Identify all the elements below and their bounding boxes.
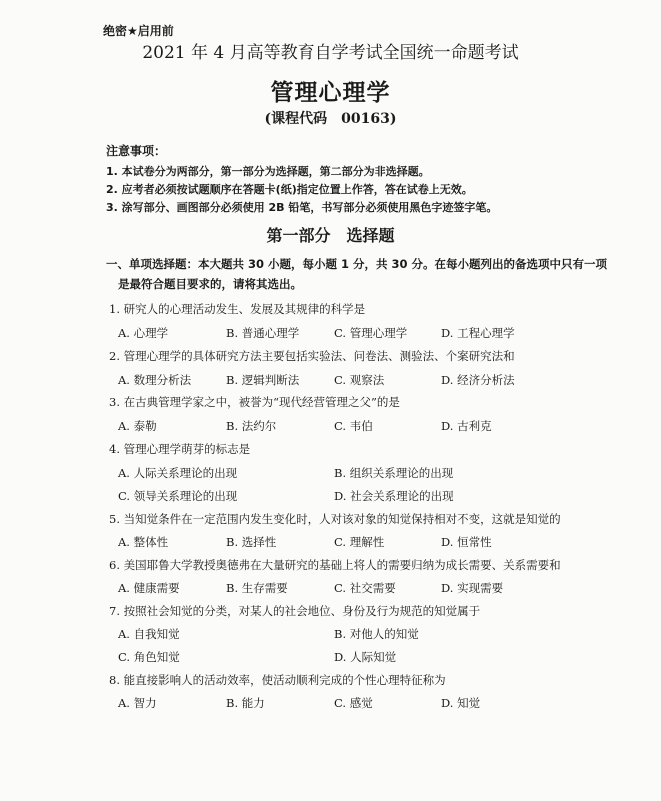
- question-1: 1. 研究人的心理活动发生、发展及其规律的科学是: [109, 302, 366, 316]
- question-7: 7. 按照社会知觉的分类，对某人的社会地位、身份及行为规范的知觉属于: [109, 604, 481, 618]
- question-8: 8. 能直接影响人的活动效率，使活动顺利完成的个性心理特征称为: [109, 673, 446, 687]
- option: B. 组织关系理论的出现: [334, 466, 454, 480]
- option: A. 整体性: [118, 535, 169, 549]
- option: D. 实现需要: [441, 581, 504, 595]
- option: A. 心理学: [118, 326, 169, 340]
- option: D. 人际知觉: [334, 650, 397, 664]
- option: A. 智力: [118, 696, 157, 710]
- option: B. 能力: [226, 696, 265, 710]
- option: B. 普通心理学: [226, 326, 300, 340]
- question-3: 3. 在古典管理学家之中，被誉为“现代经营管理之父”的是: [109, 395, 400, 409]
- exam-title: 2021 年 4 月高等教育自学考试全国统一命题考试: [142, 43, 519, 63]
- course-code: (课程代码 00163): [264, 111, 397, 127]
- option: B. 法约尔: [226, 419, 277, 433]
- question-5: 5. 当知觉条件在一定范围内发生变化时，人对该对象的知觉保持相对不变，这就是知觉的: [109, 512, 561, 526]
- question-6: 6. 美国耶鲁大学教授奥德弗在大量研究的基础上将人的需要归纳为成长需要、关系需要和: [109, 558, 561, 572]
- part-title: 第一部分 选择题: [266, 226, 395, 245]
- option: C. 管理心理学: [334, 326, 408, 340]
- course-title: 管理心理学: [270, 80, 391, 106]
- section-instruction-cont: 是最符合题目要求的，请将其选出。: [118, 277, 302, 291]
- option: B. 选择性: [226, 535, 277, 549]
- question-2: 2. 管理心理学的具体研究方法主要包括实验法、问卷法、测验法、个案研究法和: [109, 349, 515, 363]
- option: B. 逻辑判断法: [226, 373, 300, 387]
- option: A. 人际关系理论的出现: [118, 466, 238, 480]
- option: D. 经济分析法: [441, 373, 515, 387]
- option: B. 对他人的知觉: [334, 627, 419, 641]
- option: A. 健康需要: [118, 581, 180, 595]
- note-item: 1. 本试卷分为两部分，第一部分为选择题，第二部分为非选择题。: [106, 165, 430, 178]
- option: A. 数理分析法: [118, 373, 192, 387]
- secret-label: 绝密★启用前: [103, 24, 174, 38]
- option: D. 恒常性: [441, 535, 492, 549]
- note-item: 3. 涂写部分、画图部分必须使用 2B 铅笔，书写部分必须使用黑色字迹签字笔。: [106, 201, 498, 214]
- option: A. 自我知觉: [118, 627, 180, 641]
- question-4: 4. 管理心理学萌芽的标志是: [109, 442, 251, 456]
- option: C. 理解性: [334, 535, 385, 549]
- notes-title: 注意事项：: [106, 144, 167, 158]
- option: D. 古利克: [441, 419, 492, 433]
- option: C. 社交需要: [334, 581, 396, 595]
- option: D. 工程心理学: [441, 326, 515, 340]
- option: C. 观察法: [334, 373, 385, 387]
- option: B. 生存需要: [226, 581, 288, 595]
- option: C. 领导关系理论的出现: [118, 489, 238, 503]
- option: C. 感觉: [334, 696, 373, 710]
- option: C. 角色知觉: [118, 650, 180, 664]
- option: C. 韦伯: [334, 419, 373, 433]
- option: D. 社会关系理论的出现: [334, 489, 454, 503]
- note-item: 2. 应考者必须按试题顺序在答题卡(纸)指定位置上作答，答在试卷上无效。: [106, 183, 473, 196]
- option: D. 知觉: [441, 696, 481, 710]
- section-instruction: 一、单项选择题：本大题共 30 小题，每小题 1 分，共 30 分。在每小题列出的备选项中只有一项: [106, 257, 608, 271]
- option: A. 泰勒: [118, 419, 157, 433]
